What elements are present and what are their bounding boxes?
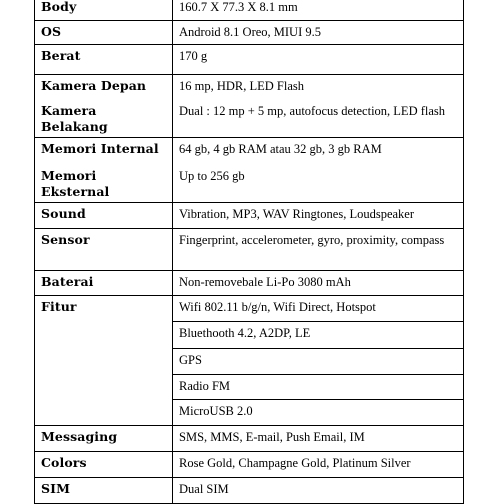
spec-value-front-camera: 16 mp, HDR, LED Flash bbox=[179, 79, 304, 93]
spec-value-feature: Radio FM bbox=[173, 375, 464, 400]
spec-value-sim: Dual SIM bbox=[173, 478, 464, 504]
spec-row-features-1 bbox=[35, 296, 464, 322]
spec-label-memory bbox=[35, 138, 173, 203]
spec-row-sound bbox=[35, 203, 464, 229]
spec-value-messaging: SMS, MMS, E-mail, Push Email, IM bbox=[173, 426, 464, 452]
spec-label-front-camera: Kamera Depan bbox=[41, 78, 147, 93]
spec-value-internal-memory: 64 gb, 4 gb RAM atau 32 gb, 3 gb RAM bbox=[179, 142, 382, 156]
spec-label-internal-memory: Memori Internal bbox=[41, 141, 159, 156]
spec-row-weight bbox=[35, 45, 464, 75]
spec-label-sim: SIM bbox=[35, 478, 173, 504]
spec-value-sensor: Fingerprint, accelerometer, gyro, proximity, compass bbox=[173, 229, 464, 271]
spec-label-sensor: Sensor bbox=[35, 229, 173, 271]
spec-value-feature: MicroUSB 2.0 bbox=[173, 400, 464, 426]
spec-row-colors bbox=[35, 452, 464, 478]
spec-label-battery: Baterai bbox=[35, 271, 173, 296]
spec-row-memory bbox=[35, 138, 464, 203]
spec-label-features: Fitur bbox=[35, 296, 173, 426]
spec-value-external-memory: Up to 256 gb bbox=[179, 169, 245, 183]
spec-value-rear-camera: Dual : 12 mp + 5 mp, autofocus detection, LED flash bbox=[179, 104, 446, 118]
spec-value-os: Android 8.1 Oreo, MIUI 9.5 bbox=[173, 21, 464, 45]
spec-row-camera bbox=[35, 75, 464, 138]
spec-value-memory bbox=[173, 138, 464, 203]
spec-row-sensor bbox=[35, 229, 464, 271]
spec-row-os bbox=[35, 21, 464, 45]
spec-label-colors: Colors bbox=[35, 452, 173, 478]
spec-label-weight: Berat bbox=[35, 45, 173, 75]
spec-row-messaging bbox=[35, 426, 464, 452]
spec-table bbox=[34, 0, 464, 504]
spec-label-messaging: Messaging bbox=[35, 426, 173, 452]
spec-label-body: Body bbox=[35, 0, 173, 21]
spec-value-body: 160.7 X 77.3 X 8.1 mm bbox=[173, 0, 464, 21]
spec-value-feature: Bluethooth 4.2, A2DP, LE bbox=[173, 322, 464, 349]
spec-label-os: OS bbox=[35, 21, 173, 45]
spec-label-camera bbox=[35, 75, 173, 138]
spec-label-external-memory: Memori Eksternal bbox=[41, 168, 110, 199]
spec-label-sound: Sound bbox=[35, 203, 173, 229]
spec-label-rear-camera: Kamera Belakang bbox=[41, 103, 108, 134]
spec-value-sound: Vibration, MP3, WAV Ringtones, Loudspeaker bbox=[173, 203, 464, 229]
spec-value-feature: Wifi 802.11 b/g/n, Wifi Direct, Hotspot bbox=[173, 296, 464, 322]
spec-row-body bbox=[35, 0, 464, 21]
spec-value-feature: GPS bbox=[173, 349, 464, 375]
spec-value-weight: 170 g bbox=[173, 45, 464, 75]
spec-value-camera bbox=[173, 75, 464, 138]
spec-row-battery bbox=[35, 271, 464, 296]
spec-value-colors: Rose Gold, Champagne Gold, Platinum Silver bbox=[173, 452, 464, 478]
spec-value-battery: Non-removebale Li-Po 3080 mAh bbox=[173, 271, 464, 296]
